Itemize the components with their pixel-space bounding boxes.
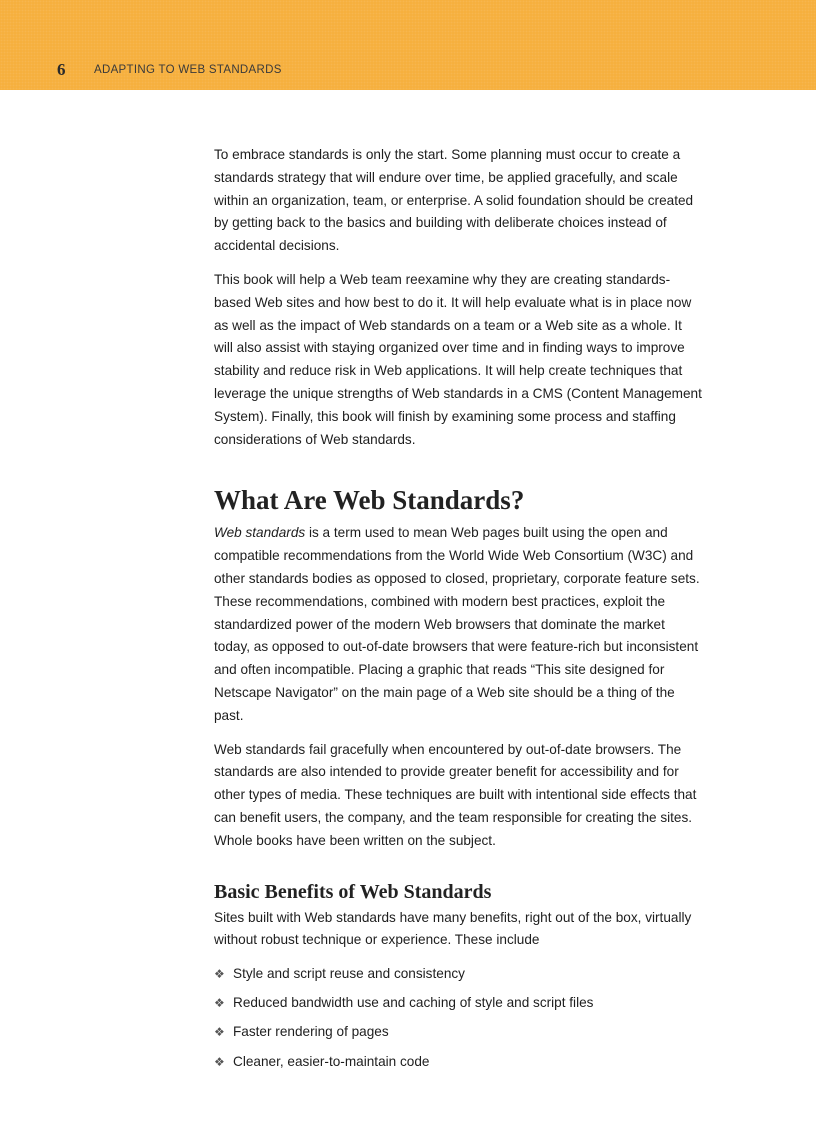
page-number: 6 bbox=[57, 60, 66, 79]
diamond-bullet-icon: ❖ bbox=[214, 1054, 225, 1069]
intro-paragraph-1: To embrace standards is only the start. Some planning must occur to create a standards strategy that will endure over time, be applied gracefully, and scale within an organization, team, or enterprise. A solid foundation should be created by getting back to the basics and building with deliberate choices instead of accidental decisions. bbox=[214, 147, 694, 254]
section-paragraph-1-text: is a term used to mean Web pages built using the open and compatible recommendations from the World Wide Web Consortium (W3C) and other standards bodies as opposed to closed, proprietary, corporate feature sets. These recommendations, combined with modern best practices, exploit the standardized power of the modern Web browsers that dominate the market today, as opposed to out-of-date browsers that were feature-rich but inconsistent and often incompatible. Placing a graphic that reads “This site designed for Netscape Navigator” on the main page of a Web site should be a thing of the past. bbox=[214, 525, 700, 723]
intro-paragraph-2: This book will help a Web team reexamine why they are creating standards-based Web sites and how best to do it. It will help evaluate what is in place now as well as the impact of Web standards on a team or a Web site as a whole. It will also assist with staying organized over time and in finding ways to improve stability and reduce risk in Web applications. It will help create techniques that leverage the unique strengths of Web standards in a CMS (Content Management System). Finally, this book will finish by examining some process and staffing considerations of Web standards. bbox=[214, 271, 702, 447]
header-band bbox=[0, 0, 816, 90]
page-content bbox=[214, 144, 702, 1080]
list-item bbox=[214, 1021, 702, 1044]
subsection-intro: Sites built with Web standards have many benefits, right out of the box, virtually without robust technique or experience. These include bbox=[214, 909, 692, 948]
list-item-text: Style and script reuse and consistency bbox=[233, 966, 465, 982]
defined-term: Web standards bbox=[214, 525, 306, 541]
benefits-list bbox=[214, 963, 702, 1073]
diamond-bullet-icon: ❖ bbox=[214, 1025, 225, 1040]
list-item bbox=[214, 992, 702, 1015]
list-item-text: Faster rendering of pages bbox=[233, 1024, 389, 1040]
list-item-text: Cleaner, easier-to-maintain code bbox=[233, 1053, 430, 1069]
subsection-heading: Basic Benefits of Web Standards bbox=[214, 880, 492, 903]
diamond-bullet-icon: ❖ bbox=[214, 967, 225, 982]
running-head: ADAPTING TO WEB STANDARDS bbox=[94, 64, 282, 76]
section-paragraph-1 bbox=[214, 522, 702, 727]
diamond-bullet-icon: ❖ bbox=[214, 996, 225, 1011]
list-item bbox=[214, 1051, 702, 1074]
list-item-text: Reduced bandwidth use and caching of style and script files bbox=[233, 995, 594, 1011]
section-paragraph-2: Web standards fail gracefully when encountered by out-of-date browsers. The standards are also intended to provide greater benefit for accessibility and for other types of media. These techniques are built with intentional side effects that can benefit users, the company, and the team responsible for creating the sites. Whole books have been written on the subject. bbox=[214, 741, 697, 848]
list-item bbox=[214, 963, 702, 986]
section-heading: What Are Web Standards? bbox=[214, 485, 525, 516]
